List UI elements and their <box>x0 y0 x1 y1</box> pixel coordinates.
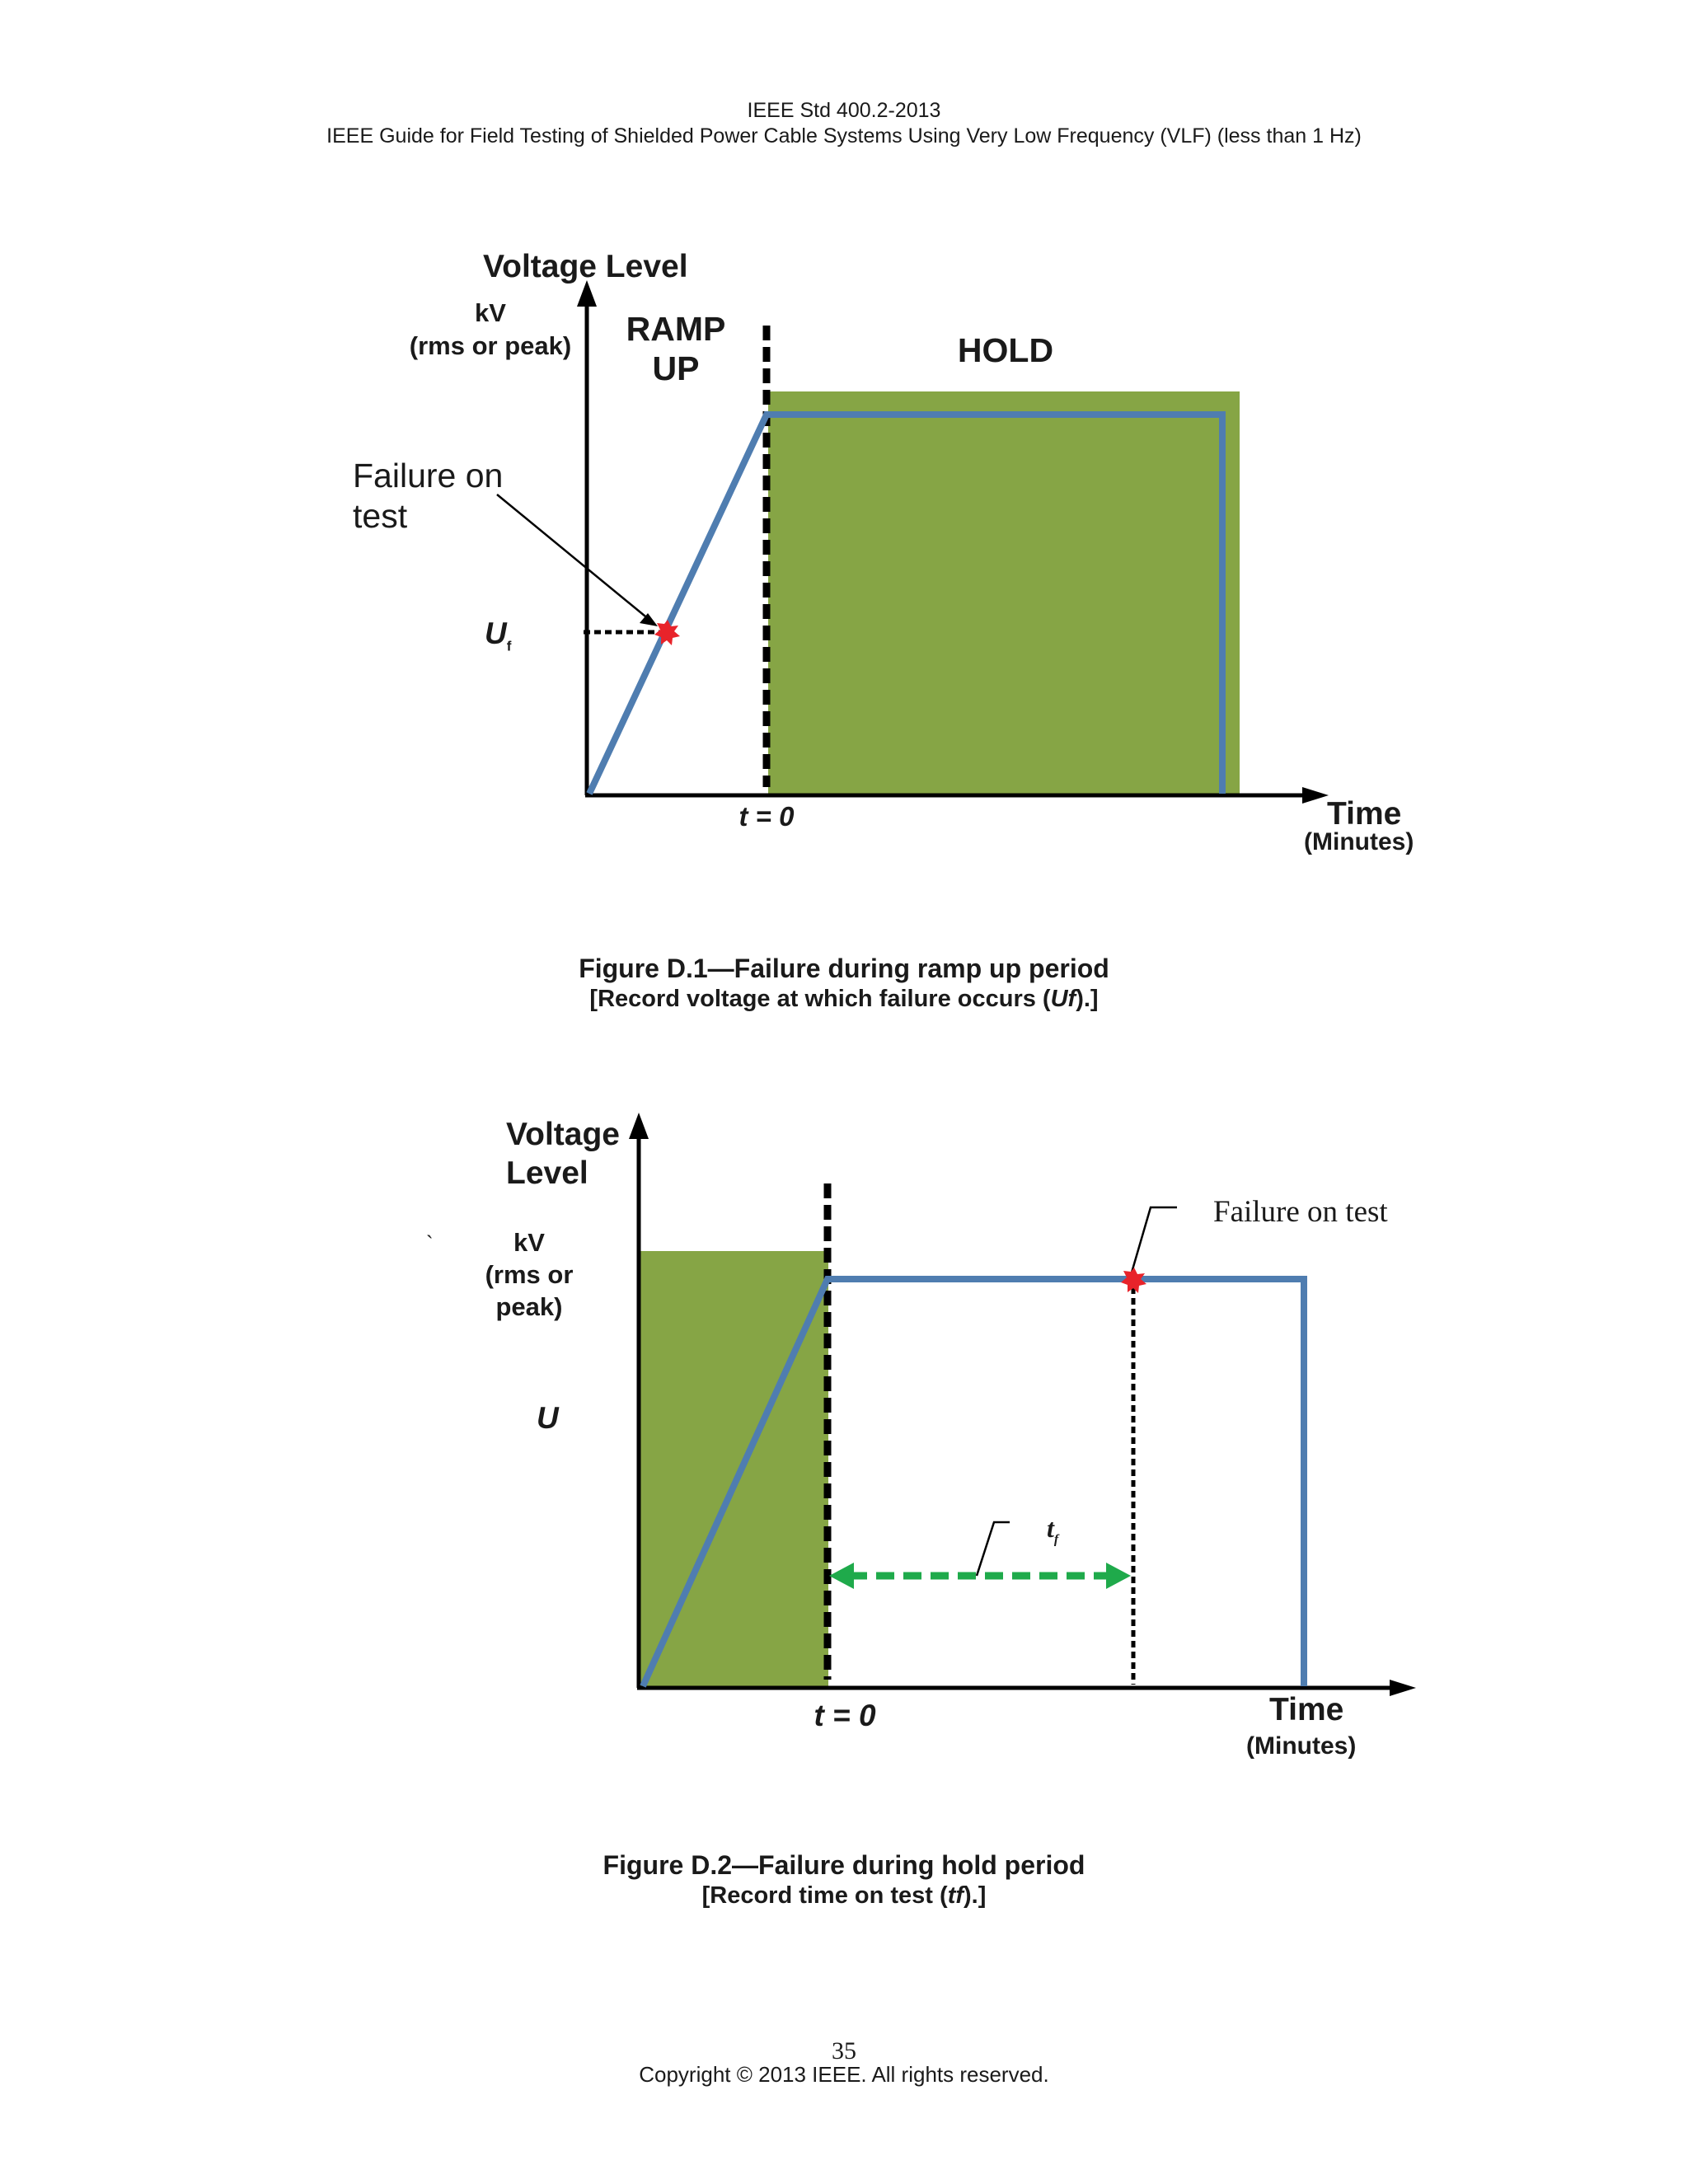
uf-label <box>485 616 511 654</box>
uf-label-sub: f <box>506 638 512 654</box>
tf-arrow-right-head <box>1106 1563 1131 1589</box>
figure-d1-caption: Figure D.1—Failure during ramp up period <box>579 954 1109 983</box>
figure-d2-subcaption <box>0 1882 1688 1910</box>
ramp-up-label-2: UP <box>652 349 700 387</box>
fig2-y-unit-peak: peak) <box>495 1292 563 1321</box>
fig2-y-axis-title-1: Voltage <box>506 1117 620 1152</box>
fig2-sub-post: ).] <box>964 1882 987 1909</box>
tf-label-sub: f <box>1053 1532 1059 1547</box>
fig2-x-axis-unit: (Minutes) <box>1246 1732 1357 1760</box>
header-title: IEEE Guide for Field Testing of Shielded Power Cable Systems Using Very Low Frequency (VLF) (less than 1 Hz) <box>326 124 1362 148</box>
fig1-sub-var: Uf <box>1050 986 1076 1012</box>
copyright: Copyright © 2013 IEEE. All rights reserved. <box>639 2062 1049 2087</box>
failure-leader <box>1132 1207 1177 1272</box>
fig2-y-unit-rms: (rms or <box>485 1260 574 1289</box>
fig2-t0-label: t = 0 <box>814 1699 876 1732</box>
fig2-y-unit-kv: kV <box>513 1228 545 1257</box>
x-axis-arrowhead <box>1390 1680 1416 1696</box>
tf-label <box>1047 1513 1058 1547</box>
fig2-sub-pre: [Record time on test ( <box>701 1882 948 1909</box>
fig2-failure-label: Failure on test <box>1213 1195 1388 1229</box>
page-number: 35 <box>832 2037 856 2064</box>
fig1-failure-label-2: test <box>353 497 408 535</box>
fig1-t0-label: t = 0 <box>738 801 795 832</box>
failure-pointer <box>497 494 649 620</box>
tf-leader <box>977 1522 1010 1576</box>
ramp-region <box>639 1251 828 1686</box>
stray-mark: ` <box>426 1231 434 1256</box>
figure-d2-caption: Figure D.2—Failure during hold period <box>603 1850 1085 1880</box>
fig2-sub-var: tf <box>947 1882 964 1909</box>
fig1-y-unit-kv: kV <box>475 298 506 327</box>
y-axis-arrowhead <box>629 1113 649 1139</box>
tf-label-main: t <box>1047 1513 1054 1543</box>
hold-region <box>768 391 1240 795</box>
u-label: U <box>537 1401 559 1435</box>
fig1-y-unit-rms: (rms or peak) <box>409 331 572 360</box>
hold-label: HOLD <box>957 331 1054 369</box>
fig1-failure-label-1: Failure on <box>353 457 504 494</box>
fig2-x-axis-title: Time <box>1269 1692 1344 1727</box>
fig1-sub-pre: [Record voltage at which failure occurs ( <box>589 986 1051 1012</box>
header-std: IEEE Std 400.2-2013 <box>747 99 941 122</box>
figure-d1-subcaption <box>0 986 1688 1013</box>
x-axis-arrowhead <box>1302 787 1329 804</box>
fig1-y-axis-title: Voltage Level <box>483 249 688 284</box>
uf-label-main: U <box>485 616 507 650</box>
ramp-up-label-1: RAMP <box>626 310 726 348</box>
fig1-x-axis-title: Time <box>1327 796 1402 832</box>
fig1-sub-post: ).] <box>1076 986 1099 1012</box>
figure-d1 <box>0 0 1688 1030</box>
fig2-y-axis-title-2: Level <box>506 1155 588 1191</box>
fig1-x-axis-unit: (Minutes) <box>1304 828 1414 855</box>
tf-arrow-left-head <box>829 1563 854 1589</box>
